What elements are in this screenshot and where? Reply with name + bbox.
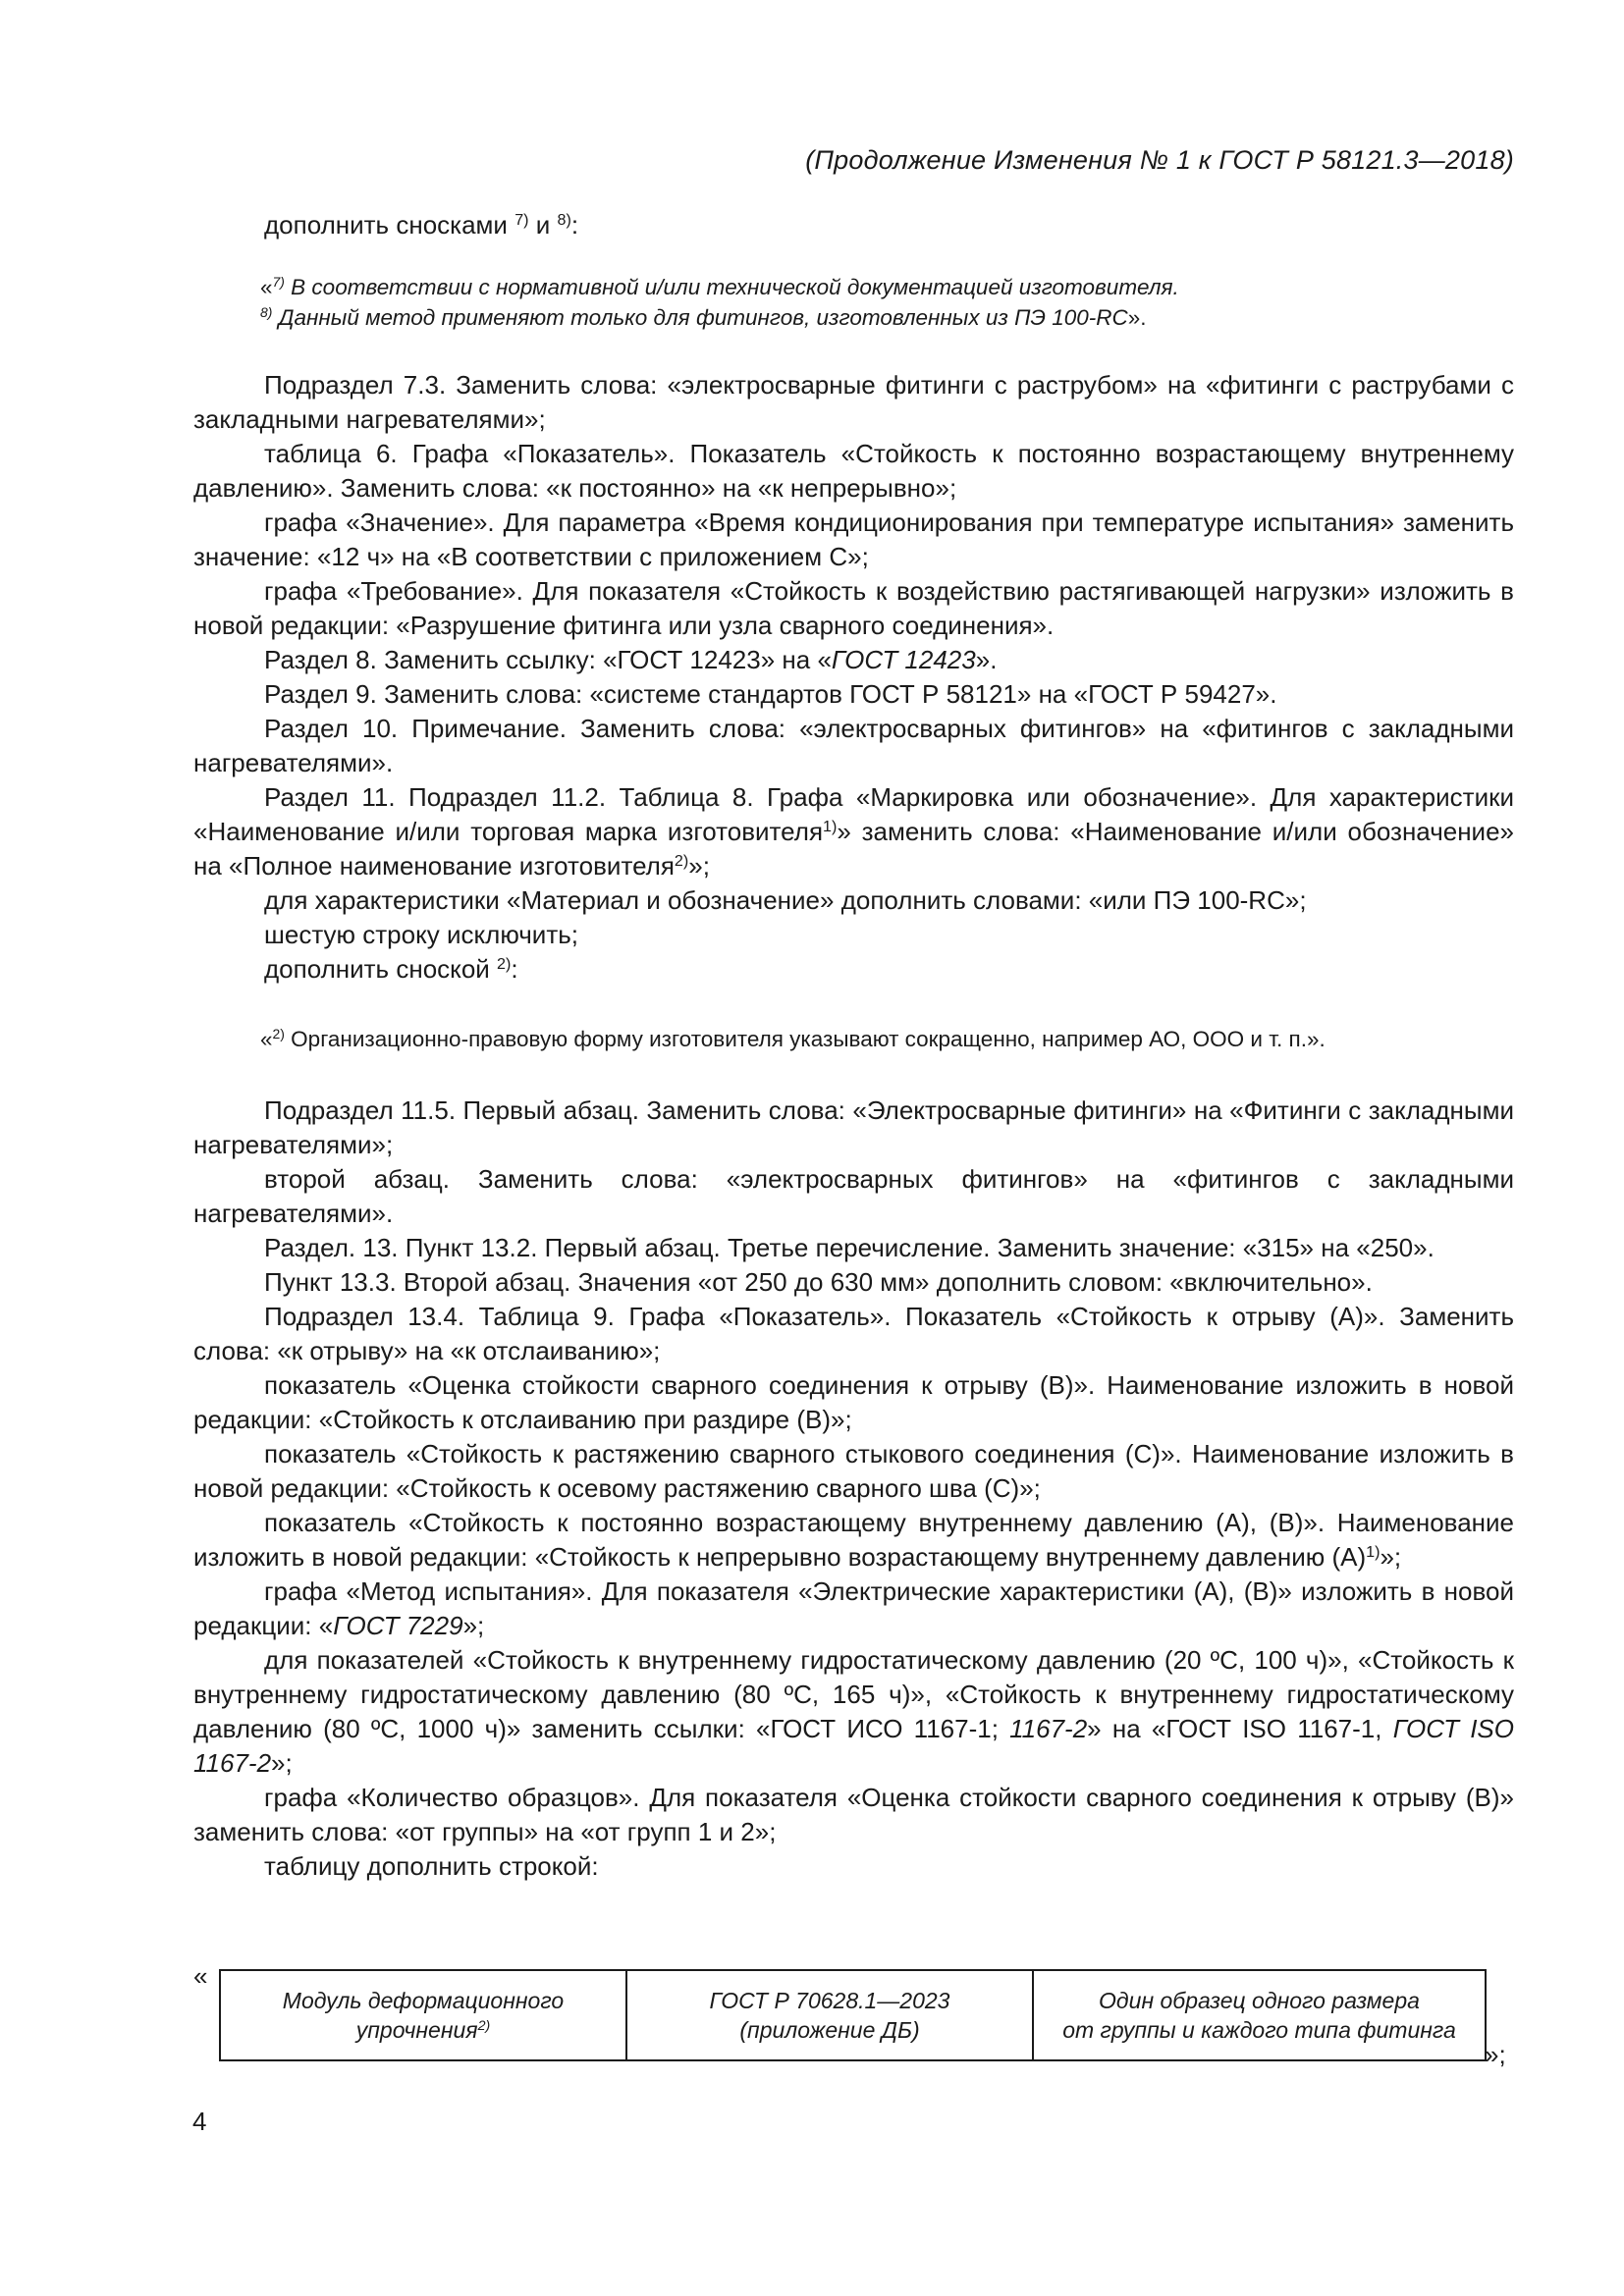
footnote-8: $^{8)}$ Данный метод применяют только для фитингов, изготовленных из ПЭ 100-RC».: [260, 304, 1147, 330]
close-quote: »;: [1485, 2040, 1506, 2069]
paragraph: для показателей «Стойкость к внутреннему гидростатическому давлению (20 ºС, 100 ч)», «Стойкость к внутреннему гидростатическому давлению (80 ºС, 165 ч)», «Стойкость к внутреннему гидростатическому давлению (80 ºС, 1000 ч)» заменить ссылки: «ГОСТ ИСО 1167-1; 1167-2» на «ГОСТ ISO 1167-1, ГОСТ ISO 1167-2»;: [193, 1645, 1514, 1778]
added-table-row-block: [193, 1961, 1514, 2089]
paragraph: Пункт 13.3. Второй абзац. Значения «от 250 до 630 мм» дополнить словом: «включительно».: [264, 1267, 1373, 1297]
paragraph: показатель «Стойкость к растяжению сварного стыкового соединения (С)». Наименование изложить в новой редакции: «Стойкость к осевому растяжению сварного шва (С)»;: [193, 1439, 1514, 1503]
table-row: [220, 1970, 1486, 2060]
paragraph: Раздел 10. Примечание. Заменить слова: «электросварных фитингов» на «фитингов с закладными нагревателями».: [193, 714, 1514, 777]
paragraph: Подраздел 13.4. Таблица 9. Графа «Показатель». Показатель «Стойкость к отрыву (А)». Заменить слова: «к отрыву» на «к отслаиванию»;: [193, 1302, 1514, 1365]
paragraph: Раздел 9. Заменить слова: «системе стандартов ГОСТ Р 58121» на «ГОСТ Р 59427».: [264, 679, 1277, 709]
footnotes-7-8: [193, 272, 1514, 333]
paragraph: графа «Количество образцов». Для показателя «Оценка стойкости сварного соединения к отрыву (В)» заменить слова: «от группы» на «от групп 1 и 2»;: [193, 1783, 1514, 1846]
cell-sample-count: Один образец одного размера от группы и каждого типа фитинга: [1033, 1970, 1486, 2060]
paragraph: Раздел. 13. Пункт 13.2. Первый абзац. Третье перечисление. Заменить значение: «315» на «250».: [264, 1233, 1435, 1262]
paragraph: графа «Значение». Для параметра «Время кондиционирования при температуре испытания» заменить значение: «12 ч» на «В соответствии с приложением С»;: [193, 507, 1514, 571]
paragraph: шестую строку исключить;: [264, 920, 578, 949]
paragraph: таблицу дополнить строкой:: [264, 1851, 599, 1881]
running-header: (Продолжение Изменения № 1 к ГОСТ Р 58121.3—2018): [805, 145, 1514, 175]
paragraph: для характеристики «Материал и обозначение» дополнить словами: «или ПЭ 100-RC»;: [264, 885, 1307, 915]
cell-test-method: ГОСТ Р 70628.1—2023 (приложение ДБ): [626, 1970, 1033, 2060]
paragraph: показатель «Оценка стойкости сварного соединения к отрыву (В)». Наименование изложить в новой редакции: «Стойкость к отслаиванию при раздире (В)»;: [193, 1370, 1514, 1434]
document-body: [193, 208, 1514, 1884]
open-quote: «: [193, 1961, 208, 1991]
page-number: 4: [192, 2107, 207, 2136]
paragraph: дополнить сноской $^{2)}$:: [264, 954, 518, 984]
paragraph: графа «Требование». Для показателя «Стойкость к воздействию растягивающей нагрузки» изложить в новой редакции: «Разрушение фитинга или узла сварного соединения».: [193, 576, 1514, 640]
paragraph: Подраздел 7.3. Заменить слова: «электросварные фитинги с раструбом» на «фитинги с раструбами с закладными нагревателями»;: [193, 370, 1514, 434]
added-table-row: [219, 1969, 1487, 2061]
footnote-7: «$^{7)}$ В соответствии с нормативной и/или технической документацией изготовителя.: [260, 274, 1179, 299]
footnote-2: «$^{2)}$ Организационно-правовую форму изготовителя указывают сокращенно, например АО, ООО и т. п.».: [260, 1026, 1326, 1051]
paragraph: таблица 6. Графа «Показатель». Показатель «Стойкость к постоянно возрастающему внутреннему давлению». Заменить слова: «к постоянно» на «к непрерывно»;: [193, 439, 1514, 503]
paragraph: Раздел 11. Подраздел 11.2. Таблица 8. Графа «Маркировка или обозначение». Для характеристики «Наименование и/или торговая марка изготовителя$^{1)}$» заменить слова: «Наименование и/или обозначение» на «Полное наименование изготовителя$^{2)}$»;: [193, 782, 1514, 881]
intro-line: дополнить сносками $^{7)}$ и $^{8)}$:: [264, 210, 579, 240]
paragraph: Раздел 8. Заменить ссылку: «ГОСТ 12423» на «ГОСТ 12423».: [264, 645, 998, 674]
paragraph: второй абзац. Заменить слова: «электросварных фитингов» на «фитингов с закладными нагревателями».: [193, 1164, 1514, 1228]
paragraph: графа «Метод испытания». Для показателя «Электрические характеристики (А), (В)» изложить в новой редакции: «ГОСТ 7229»;: [193, 1576, 1514, 1640]
paragraph: Подраздел 11.5. Первый абзац. Заменить слова: «Электросварные фитинги» на «Фитинги с закладными нагревателями»;: [193, 1095, 1514, 1159]
cell-indicator: Модуль деформационного упрочнения$^{2)}$: [220, 1970, 626, 2060]
paragraph: показатель «Стойкость к постоянно возрастающему внутреннему давлению (А), (В)». Наименование изложить в новой редакции: «Стойкость к непрерывно возрастающему внутреннему давлению $(А)^{1)}$»;: [193, 1508, 1514, 1572]
